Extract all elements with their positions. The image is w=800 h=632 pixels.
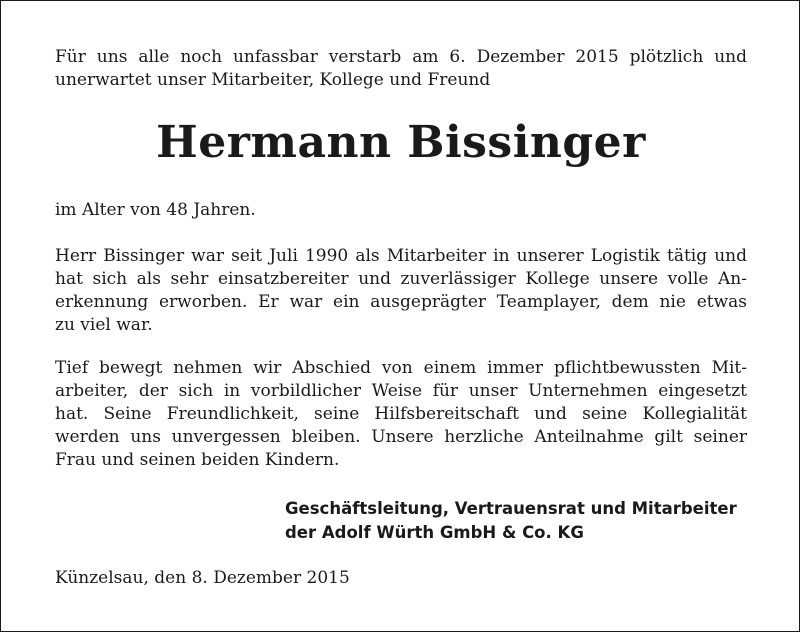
paragraph1-line-3: erkennung erworben. Er war ein ausgeprägter Teamplayer, dem nie etwas [55, 292, 747, 312]
intro-line-1: Für uns alle noch unfassbar verstarb am 6. Dezember 2015 plötzlich und [55, 47, 747, 67]
paragraph1-line-2: hat sich als sehr einsatzbereiter und zuverlässiger Kollege unsere volle An- [55, 269, 747, 289]
paragraph2-line-1: Tief bewegt nehmen wir Abschied von einem immer pflichtbewussten Mit- [55, 358, 747, 378]
paragraph1-line-4: zu viel war. [55, 315, 153, 335]
paragraph2-line-2: arbeiter, der sich in vorbildlicher Weise für unser Unternehmen eingesetzt [55, 381, 747, 401]
age-line: im Alter von 48 Jahren. [55, 200, 256, 220]
age-text [55, 199, 747, 222]
tribute-paragraph-2 [55, 357, 747, 472]
intro-text [55, 46, 747, 92]
signature-block [285, 497, 737, 545]
signature-line-1: Geschäftsleitung, Vertrauensrat und Mitarbeiter [285, 499, 737, 518]
intro-line-2: unerwartet unser Mitarbeiter, Kollege und Freund [55, 70, 491, 90]
signature-line-2: der Adolf Würth GmbH & Co. KG [285, 523, 584, 542]
place-date [55, 567, 747, 590]
place-date-line: Künzelsau, den 8. Dezember 2015 [55, 568, 350, 588]
tribute-paragraph-1 [55, 245, 747, 337]
deceased-name: Hermann Bissinger [156, 117, 646, 168]
paragraph2-line-4: werden uns unvergessen bleiben. Unsere herzliche Anteilnahme gilt seiner [55, 427, 747, 447]
paragraph2-line-3: hat. Seine Freundlichkeit, seine Hilfsbereitschaft und seine Kollegialität [55, 404, 747, 424]
paragraph1-line-1: Herr Bissinger war seit Juli 1990 als Mitarbeiter in unserer Logistik tätig und [55, 246, 747, 266]
paragraph2-line-5: Frau und seinen beiden Kindern. [55, 450, 340, 470]
